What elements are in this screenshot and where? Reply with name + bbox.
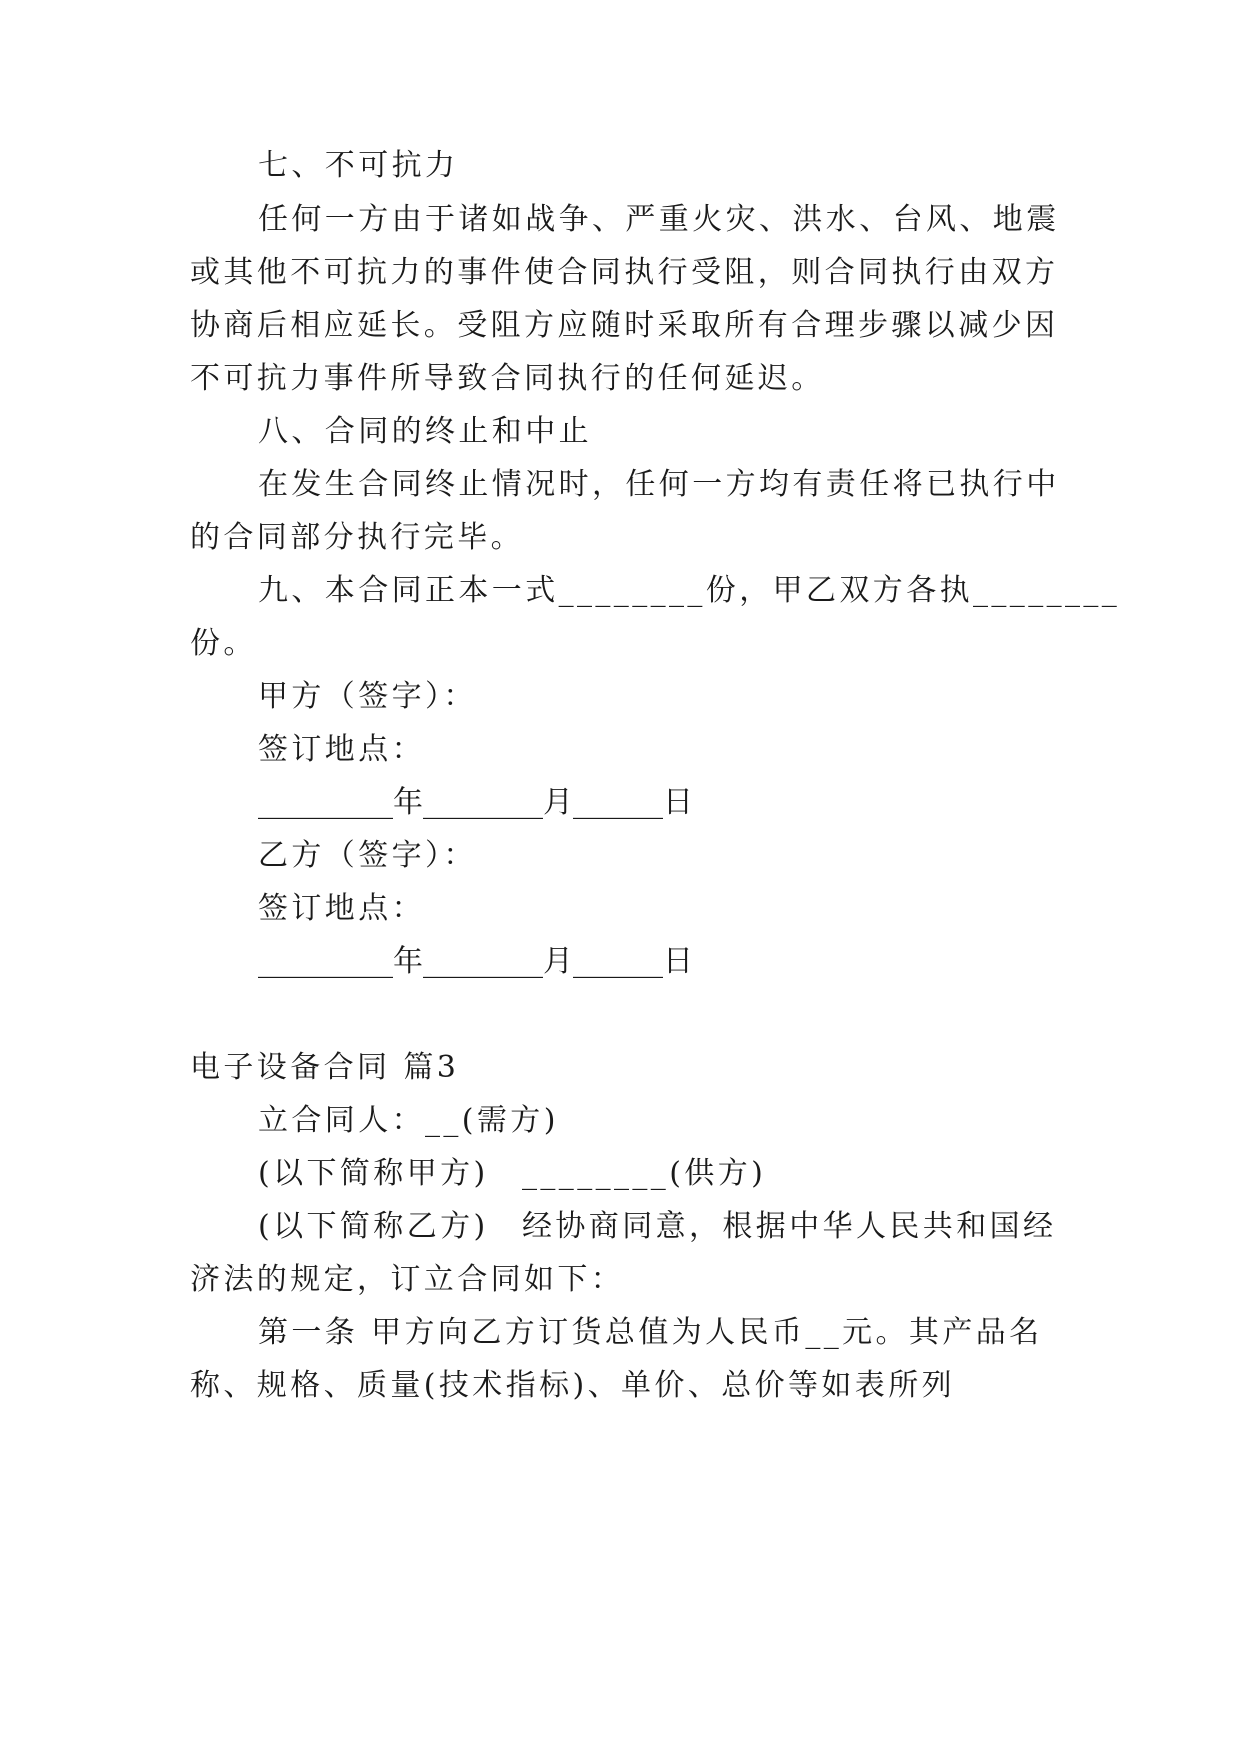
party-b-signing-place-label: 签订地点： xyxy=(258,891,425,926)
paragraph-line: 济法的规定，订立合同如下： xyxy=(190,1262,625,1297)
paragraph-line: 或其他不可抗力的事件使合同执行受阻，则合同执行由双方 xyxy=(190,255,1059,290)
paragraph-line: 任何一方由于诸如战争、严重火灾、洪水、台风、地震 xyxy=(258,202,1060,237)
paragraph-line: 协商后相应延长。受阻方应随时采取所有合理步骤以减少因 xyxy=(190,308,1059,343)
party-a-signature-label: 甲方（签字）： xyxy=(258,679,477,714)
document-section-title: 电子设备合同 篇3 xyxy=(190,1050,460,1085)
section-heading-termination: 八、合同的终止和中止 xyxy=(258,414,592,449)
copies-clause-line: 份。 xyxy=(190,626,257,661)
party-a-date-line: _________年________月______日 xyxy=(258,785,693,820)
article-one-line: 称、规格、质量(技术指标)、单价、总价等如表所列 xyxy=(190,1368,956,1403)
paragraph-line: 的合同部分执行完毕。 xyxy=(190,520,524,555)
section-heading-force-majeure: 七、不可抗力 xyxy=(258,148,459,183)
paragraph-line: (以下简称乙方) 经协商同意，根据中华人民共和国经 xyxy=(258,1209,1057,1244)
paragraph-line: 不可抗力事件所导致合同执行的任何延迟。 xyxy=(190,361,825,396)
copies-clause-line: 九、本合同正本一式________份，甲乙双方各执________ xyxy=(258,573,1121,608)
contracting-parties-line: 立合同人：__(需方) xyxy=(258,1103,559,1138)
party-b-date-line: _________年________月______日 xyxy=(258,944,693,979)
article-one-line: 第一条 甲方向乙方订货总值为人民币__元。其产品名 xyxy=(258,1315,1043,1350)
paragraph-line: 在发生合同终止情况时，任何一方均有责任将已执行中 xyxy=(258,467,1060,502)
party-a-signing-place-label: 签订地点： xyxy=(258,732,425,767)
party-b-signature-label: 乙方（签字）： xyxy=(258,838,477,873)
contracting-parties-line: (以下简称甲方) ________(供方) xyxy=(258,1156,767,1191)
